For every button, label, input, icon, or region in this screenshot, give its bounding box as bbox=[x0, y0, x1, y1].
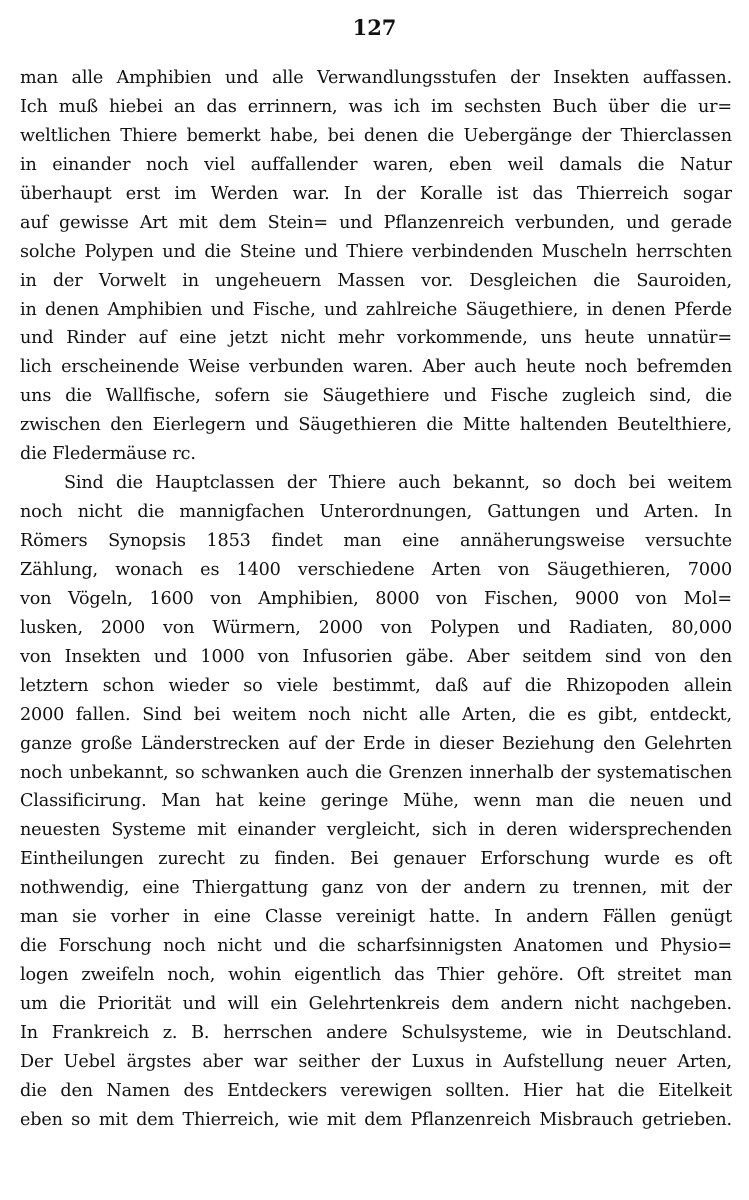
text-line: die den Namen des Entdeckers verewigen sollten. Hier hat die Eitelkeit bbox=[20, 1080, 732, 1101]
text-line: die Fledermäuse rc. bbox=[20, 444, 196, 465]
text-line: lusken, 2000 von Würmern, 2000 von Polypen und Radiaten, 80,000 bbox=[20, 617, 732, 638]
text-line: die Forschung noch nicht und die scharfsinnigsten Anatomen und Physio= bbox=[20, 936, 732, 957]
text-line: nothwendig, eine Thiergattung ganz von der andern zu trennen, mit der bbox=[20, 878, 732, 899]
text-line: man alle Amphibien und alle Verwandlungsstufen der Insekten auffassen. bbox=[20, 68, 732, 88]
text-line: Sind die Hauptclassen der Thiere auch bekannt, so doch bei weitem bbox=[64, 473, 732, 494]
paragraph-2 bbox=[20, 469, 732, 1135]
text-line: auf gewisse Art mit dem Stein= und Pflanzenreich verbunden, und gerade bbox=[20, 212, 732, 233]
text-line: in der Vorwelt in ungeheuern Massen vor. Desgleichen die Sauroiden, bbox=[20, 270, 732, 291]
text-line: zwischen den Eierlegern und Säugethieren die Mitte haltenden Beutelthiere, bbox=[20, 415, 732, 436]
text-line: überhaupt erst im Werden war. In der Koralle ist das Thierreich sogar bbox=[20, 183, 732, 204]
text-line: Zählung, wonach es 1400 verschiedene Arten von Säugethieren, 7000 bbox=[20, 559, 732, 580]
text-line: man sie vorher in eine Classe vereinigt hatte. In andern Fällen genügt bbox=[20, 907, 732, 928]
text-line: von Vögeln, 1600 von Amphibien, 8000 von Fischen, 9000 von Mol= bbox=[20, 588, 732, 609]
text-line: eben so mit dem Thierreich, wie mit dem Pflanzenreich Misbrauch getrieben. bbox=[20, 1109, 732, 1130]
text-line: lich erscheinende Weise verbunden waren. Aber auch heute noch befremden bbox=[20, 357, 732, 378]
text-line: Der Uebel ärgstes aber war seither der Luxus in Aufstellung neuer Arten, bbox=[20, 1051, 732, 1072]
text-line: ganze große Länderstrecken auf der Erde in dieser Beziehung den Gelehrten bbox=[20, 733, 732, 754]
text-line: logen zweifeln noch, wohin eigentlich das Thier gehöre. Oft streitet man bbox=[20, 965, 732, 986]
text-line: weltlichen Thiere bemerkt habe, bei denen die Uebergänge der Thierclassen bbox=[20, 125, 732, 146]
text-line: In Frankreich z. B. herrschen andere Schulsysteme, wie in Deutschland. bbox=[20, 1022, 732, 1043]
text-line: Römers Synopsis 1853 findet man eine annäherungsweise versuchte bbox=[20, 531, 732, 551]
text-line: solche Polypen und die Steine und Thiere verbindenden Muscheln herrschten bbox=[20, 241, 732, 262]
text-line: uns die Wallfische, sofern sie Säugethiere und Fische zugleich sind, die bbox=[20, 386, 732, 407]
text-line: Classificirung. Man hat keine geringe Mühe, wenn man die neuen und bbox=[20, 791, 732, 812]
text-line: Ich muß hiebei an das errinnern, was ich im sechsten Buch über die ur= bbox=[20, 96, 732, 117]
text-line: von Insekten und 1000 von Infusorien gäbe. Aber seitdem sind von den bbox=[20, 646, 732, 667]
text-line: neuesten Systeme mit einander vergleicht, sich in deren widersprechenden bbox=[20, 820, 732, 841]
text-line: noch unbekannt, so schwanken auch die Grenzen innerhalb der systematischen bbox=[20, 762, 732, 783]
text-line: in denen Amphibien und Fische, und zahlreiche Säugethiere, in denen Pferde bbox=[20, 299, 732, 320]
text-line: in einander noch viel auffallender waren, eben weil damals die Natur bbox=[20, 154, 732, 175]
text-line: letztern schon wieder so viele bestimmt, daß auf die Rhizopoden allein bbox=[20, 675, 732, 696]
text-line: und Rinder auf eine jetzt nicht mehr vorkommende, uns heute unnatür= bbox=[20, 328, 732, 349]
text-line: 2000 fallen. Sind bei weitem noch nicht alle Arten, die es gibt, entdeckt, bbox=[20, 704, 732, 725]
text-line: Eintheilungen zurecht zu finden. Bei genauer Erforschung wurde es oft bbox=[20, 849, 732, 870]
body-text bbox=[20, 64, 732, 1135]
text-line: noch nicht die mannigfachen Unterordnungen, Gattungen und Arten. In bbox=[20, 502, 732, 523]
paragraph-1 bbox=[20, 64, 732, 469]
text-line: um die Priorität und will ein Gelehrtenkreis dem andern nicht nachgeben. bbox=[20, 994, 732, 1014]
page-number: 127 bbox=[352, 15, 397, 40]
